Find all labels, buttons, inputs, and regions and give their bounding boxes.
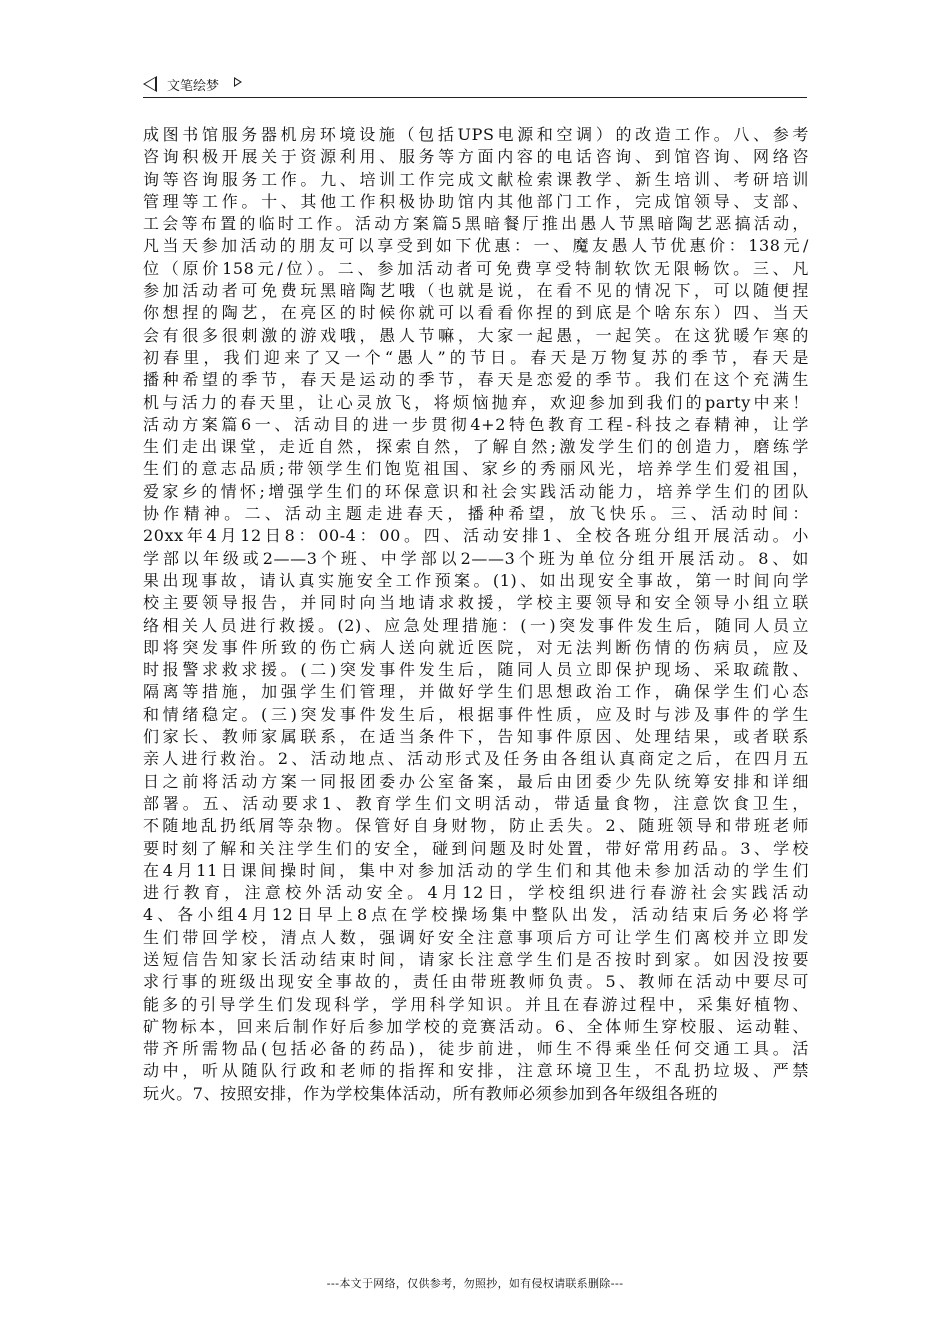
text-line: 凡当天参加活动的朋友可以享受到如下优惠：一、魔友愚人节优惠价：138元/: [143, 236, 809, 256]
text-line: 动中，听从随队行政和老师的指挥和安排，注意环境卫生，不乱扔垃圾、严禁: [143, 1061, 809, 1081]
text-line: 生们带回学校，清点人数，强调好安全注意事项后方可让学生们离校并立即发: [143, 927, 809, 947]
text-line: 播种希望的季节，春天是运动的季节，春天是恋爱的季节。我们在这个充满生: [143, 370, 809, 390]
text-line: 带齐所需物品(包括必备的药品)，徒步前进，师生不得乘坐任何交通工具。活: [143, 1039, 809, 1059]
text-line: 和情绪稳定。(三)突发事件发生后，根据事件性质，应及时与涉及事件的学生: [143, 704, 809, 724]
text-line: 4、各小组4月12日早上8点在学校操场集中整队出发，活动结束后务必将学: [143, 905, 809, 925]
text-line: 要时刻了解和关注学生们的安全，碰到问题及时处置，带好常用药品。3、学校: [143, 838, 809, 858]
text-line: 校主要领导报告，并同时向当地请求救援，学校主要领导和安全领导小组立联: [143, 593, 809, 613]
text-line: 协作精神。二、活动主题走进春天，播种希望，放飞快乐。三、活动时间：: [143, 504, 809, 524]
text-line: 成图书馆服务器机房环境设施（包括UPS电源和空调）的改造工作。八、参考: [143, 125, 809, 144]
text-line: 矿物标本，回来后制作好后参加学校的竞赛活动。6、全体师生穿校服、运动鞋、: [143, 1016, 809, 1036]
text-line: 询等咨询服务工作。九、培训工作完成文献检索课教学、新生培训、考研培训: [143, 169, 809, 189]
text-line: 生们的意志品质;带领学生们饱览祖国、家乡的秀丽风光，培养学生们爱祖国，: [143, 459, 809, 479]
text-line: 会有很多很刺激的游戏哦，愚人节嘛，大家一起愚，一起笑。在这犹暖乍寒的: [143, 325, 809, 345]
text-line: 进行教育，注意校外活动安全。4月12日，学校组织进行春游社会实践活动: [143, 883, 809, 903]
text-line: 玩火。7、按照安排，作为学校集体活动，所有教师必须参加到各年级组各班的: [143, 1083, 719, 1103]
text-line: 活动方案篇6一、活动目的进一步贯彻4+2特色教育工程-科技之春精神，让学: [143, 414, 809, 434]
text-line: 隔离等措施，加强学生们管理，并做好学生们思想政治工作，确保学生们心态: [143, 682, 809, 702]
text-line: 即将突发事件所致的伤亡病人送向就近医院，对无法判断伤情的伤病员，应及: [143, 637, 809, 657]
text-line: 部署。五、活动要求1、教育学生们文明活动，带适量食物，注意饮食卫生，: [143, 793, 809, 813]
text-line: 机与活力的春天里，让心灵放飞，将烦恼抛弃，欢迎参加到我们的party中来！: [143, 392, 809, 412]
header-title: 文笔绘梦: [167, 79, 220, 94]
text-line: 位（原价158元/位）。二、参加活动者可免费享受特制软饮无限畅饮。三、凡: [143, 258, 809, 278]
text-line: 管理等工作。十、其他工作积极协助馆内其他部门工作，完成馆领导、支部、: [143, 191, 809, 211]
header-divider: [143, 97, 807, 98]
text-line: 亲人进行救治。2、活动地点、活动形式及任务由各组认真商定之后，在四月五: [143, 749, 809, 769]
left-triangle-icon: [143, 76, 157, 92]
text-line: 爱家乡的情怀;增强学生们的环保意识和社会实践活动能力，培养学生们的团队: [143, 481, 809, 501]
text-line: 们家长、教师家属联系，在适当条件下，告知事件原因、处理结果，或者联系: [143, 727, 809, 747]
text-line: 20xx年4月12日8：00-4：00。四、活动安排1、全校各班分组开展活动。小: [143, 526, 809, 546]
footer-disclaimer: ---本文于网络，仅供参考，勿照抄，如有侵权请联系删除---: [326, 1277, 624, 1290]
text-line: 求行事的班级出现安全事故的，责任由带班教师负责。5、教师在活动中要尽可: [143, 972, 809, 992]
text-line: 能多的引导学生们发现科学，学用科学知识。并且在春游过程中，采集好植物、: [143, 994, 809, 1014]
text-line: 工会等布置的临时工作。活动方案篇5黑暗餐厅推出愚人节黑暗陶艺恶搞活动，: [143, 214, 809, 234]
text-line: 送短信告知家长活动结束时间，请家长注意学生们是否按时到家。如因没按要: [143, 949, 809, 969]
text-line: 你想捏的陶艺，在亮区的时候你就可以看看你捏的到底是个啥东东）四、当天: [143, 303, 809, 323]
text-line: 时报警求救求援。(二)突发事件发生后，随同人员立即保护现场、采取疏散、: [143, 660, 809, 680]
text-line: 在4月11日课间操时间，集中对参加活动的学生们和其他未参加活动的学生们: [143, 860, 809, 880]
text-line: 络相关人员进行救援。(2)、应急处理措施：(一)突发事件发生后，随同人员立: [143, 615, 809, 635]
text-line: 不随地乱扔纸屑等杂物。保管好自身财物，防止丢失。2、随班领导和带班老师: [143, 816, 809, 836]
text-line: 日之前将活动方案一同报团委办公室备案，最后由团委少先队统筹安排和详细: [143, 771, 809, 791]
text-line: 果出现事故，请认真实施安全工作预案。(1)、如出现安全事故，第一时间向学: [143, 570, 809, 590]
text-line: 初春里，我们迎来了又一个“愚人”的节日。春天是万物复苏的季节，春天是: [143, 347, 809, 367]
text-line: 参加活动者可免费玩黑暗陶艺哦（也就是说，在看不见的情况下，可以随便捏: [143, 281, 809, 301]
page-header: [143, 74, 807, 98]
text-line: 学部以年级或2——3个班、中学部以2——3个班为单位分组开展活动。8、如: [143, 548, 809, 568]
text-line: 咨询积极开展关于资源利用、服务等方面内容的电话咨询、到馆咨询、网络咨: [143, 147, 809, 167]
text-line: 生们走出课堂，走近自然，探索自然，了解自然;激发学生们的创造力，磨练学: [143, 437, 809, 457]
right-triangle-icon: [234, 77, 242, 87]
body-text: [143, 124, 809, 1220]
